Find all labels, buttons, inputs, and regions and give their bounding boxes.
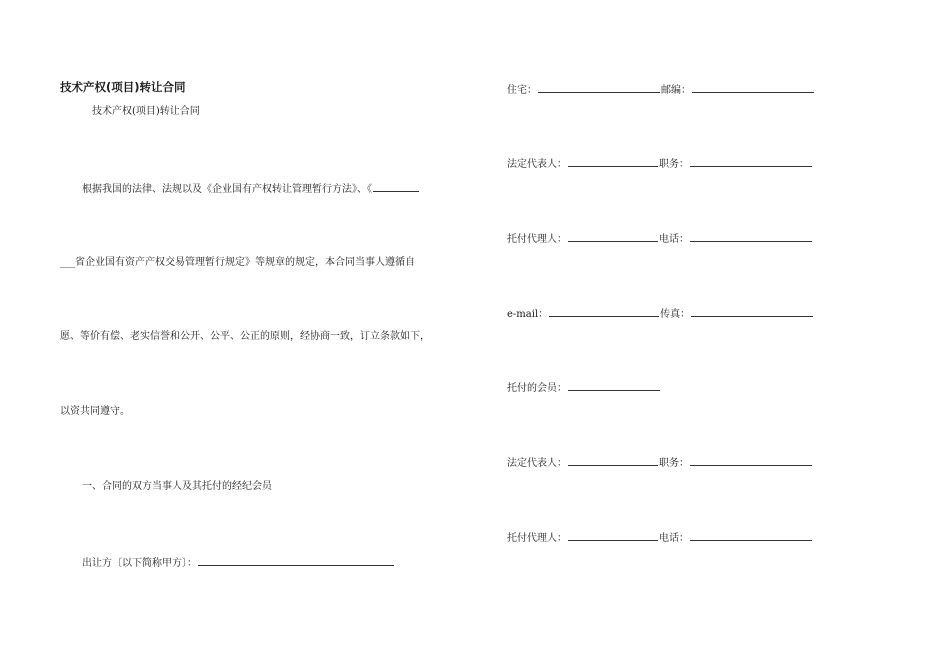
position-field[interactable] bbox=[690, 156, 812, 167]
legal-rep-row bbox=[507, 156, 813, 172]
agent-field-2[interactable] bbox=[568, 530, 658, 541]
paragraph-line-4-text: 以资共同遵守。 bbox=[60, 406, 130, 417]
residence-row bbox=[507, 82, 815, 98]
blank-province-field-a[interactable] bbox=[373, 181, 419, 192]
paragraph-line-1-text: 根据我国的法律、法规以及《企业国有产权转让管理暂行方法》、《 bbox=[82, 184, 372, 195]
phone-label-2: 电话： bbox=[659, 533, 689, 544]
paragraph-line-3-text: 愿、等价有偿、老实信誉和公开、公平、公正的原则，经协商一致，订立条款如下， bbox=[60, 331, 430, 342]
paragraph-line-4 bbox=[60, 405, 130, 419]
agent-label: 托付代理人： bbox=[507, 234, 567, 245]
seller-label: 出让方〔以下简称甲方〕： bbox=[82, 558, 197, 569]
member-label: 托付的会员： bbox=[507, 383, 567, 394]
section-heading-1-text: 一、合同的双方当事人及其托付的经纪会员 bbox=[82, 481, 272, 492]
position-label: 职务： bbox=[659, 159, 689, 170]
residence-field[interactable] bbox=[538, 82, 660, 93]
paragraph-line-2-text: 省企业国有资产产权交易管理暂行规定》等规章的规定，本合同当事人遵循自 bbox=[75, 257, 415, 268]
paragraph-line-3 bbox=[60, 330, 430, 344]
phone-field-2[interactable] bbox=[690, 530, 812, 541]
email-field[interactable] bbox=[549, 306, 659, 317]
member-field[interactable] bbox=[568, 380, 660, 391]
legal-rep-row-2 bbox=[507, 455, 813, 471]
legal-rep-label-2: 法定代表人： bbox=[507, 458, 567, 469]
residence-label: 住宅： bbox=[507, 85, 537, 96]
document-subtitle-text: 技术产权(项目)转让合同 bbox=[92, 106, 200, 117]
seller-row bbox=[82, 555, 395, 571]
paragraph-line-2 bbox=[60, 256, 415, 270]
fax-label: 传真： bbox=[660, 309, 691, 320]
member-row bbox=[507, 380, 661, 396]
seller-name-field[interactable] bbox=[198, 555, 394, 566]
postcode-field[interactable] bbox=[692, 82, 814, 93]
agent-row bbox=[507, 231, 813, 247]
document-subtitle bbox=[92, 105, 200, 119]
agent-row-2 bbox=[507, 530, 813, 546]
legal-rep-label: 法定代表人： bbox=[507, 159, 567, 170]
phone-field[interactable] bbox=[690, 231, 812, 242]
email-label: e-mail： bbox=[507, 309, 549, 320]
position-field-2[interactable] bbox=[690, 455, 812, 466]
agent-field[interactable] bbox=[568, 231, 658, 242]
legal-rep-field-2[interactable] bbox=[568, 455, 658, 466]
position-label-2: 职务： bbox=[659, 458, 689, 469]
legal-rep-field[interactable] bbox=[568, 156, 658, 167]
section-heading-1 bbox=[82, 480, 272, 494]
document-title bbox=[60, 80, 186, 94]
postcode-label: 邮编： bbox=[661, 85, 691, 96]
blank-province-field-b[interactable]: ___ bbox=[60, 257, 75, 268]
document-title-text: 技术产权(项目)转让合同 bbox=[60, 80, 186, 94]
email-row bbox=[507, 306, 814, 322]
fax-field[interactable] bbox=[691, 306, 813, 317]
phone-label: 电话： bbox=[659, 234, 689, 245]
agent-label-2: 托付代理人： bbox=[507, 533, 567, 544]
paragraph-line-1 bbox=[82, 181, 420, 197]
